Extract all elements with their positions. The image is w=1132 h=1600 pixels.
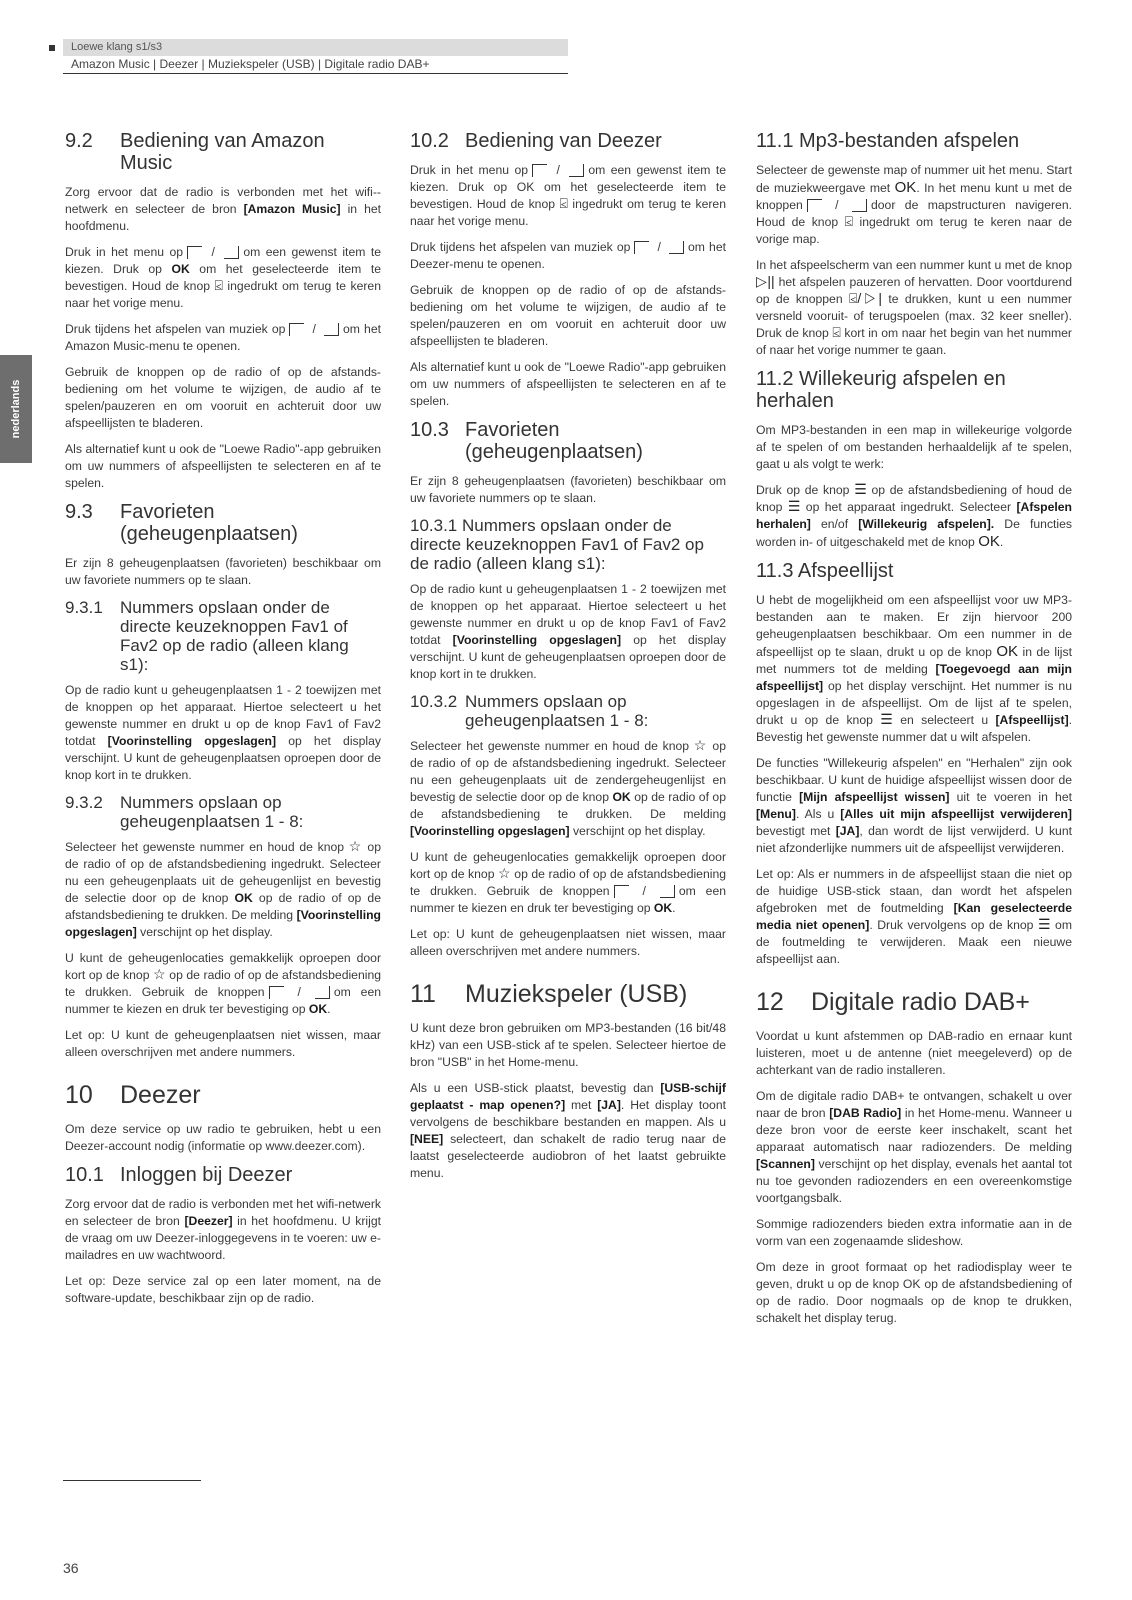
star-icon: ☆ bbox=[498, 865, 511, 881]
down-button-icon bbox=[852, 199, 867, 212]
paragraph: Zorg ervoor dat de radio is verbonden met het wifi-netwerk en selecteer de bron [Deezer] in het hoofdmenu. U krijgt de vraag om uw Deezer-inloggegevens in te voeren: uw e-mailadres en uw wachtwoord. bbox=[65, 1197, 381, 1262]
heading-10-1: 10.1 Inloggen bij Deezer bbox=[65, 1164, 293, 1186]
paragraph: Druk op de knop ☰ op de afstandsbediening of houd de knop ☰ op het apparaat ingedrukt. Selecteer [Afspelen herhalen] en/of [Willekeurig afspelen]. De functies worden in- of uitgeschakeld met de knop OK. bbox=[756, 481, 1072, 550]
menu-icon: ☰ bbox=[880, 711, 893, 727]
paragraph: Let op: Deze service zal op een later moment, na de software-update, beschikbaar zijn op de radio. bbox=[65, 1274, 381, 1305]
paragraph: Let op: U kunt de geheugenplaatsen niet wissen, maar alleen overschrijven met andere nummers. bbox=[410, 927, 726, 958]
paragraph: Om deze service op uw radio te gebruiken, hebt u een Deezer-account nodig (informatie op www.deezer.com). bbox=[65, 1122, 381, 1153]
play-pause-icon: ▷|| bbox=[756, 273, 775, 289]
header-subtitle: Amazon Music | Deezer | Muziekspeler (USB) | Digitale radio DAB+ bbox=[63, 56, 568, 74]
column-1 bbox=[65, 130, 381, 1316]
paragraph: Druk tijdens het afspelen van muziek op / om het Amazon Music-menu te openen. bbox=[65, 322, 381, 353]
skip-icon: ⍃/▷| bbox=[848, 290, 883, 306]
up-button-icon bbox=[614, 885, 629, 898]
paragraph: Op de radio kunt u geheugenplaatsen 1 - 2 toewijzen met de knoppen op het apparaat. Hiertoe selecteert u het gewenste nummer en drukt u op de knop Fav1 of Fav2 totdat [Voorinstelling opgeslagen] op het display verschijnt. U kunt de geheugenplaatsen oproepen door de knop kort in te drukken. bbox=[65, 683, 381, 782]
heading-9-3-1: 9.3.1 Nummers opslaan onder de directe keuzeknoppen Fav1 of Fav2 op de radio (alleen klang s1): bbox=[65, 598, 349, 674]
heading-12: 12 Digitale radio DAB+ bbox=[756, 988, 1030, 1016]
paragraph: De functies "Willekeurig afspelen" en "Herhalen" zijn ook beschikbaar. U kunt de huidige afspeellijst wissen door de functie [Mijn afspeellijst wissen] uit te voeren in het [Menu]. Als u [Alles uit mijn afspeellijst verwijderen] bevestigt met [JA], dan wordt de lijst verwijderd. U kunt niet afzonderlijke nummers uit de afspeellijst verwijderen. bbox=[756, 756, 1072, 855]
heading-10-3-2: 10.3.2 Nummers opslaan op geheugenplaatsen 1 - 8: bbox=[410, 692, 649, 730]
back-icon: ⍃ bbox=[559, 195, 568, 211]
back-icon: ⍃ bbox=[844, 213, 854, 229]
paragraph: U hebt de mogelijkheid om een afspeellijst voor uw MP3-bestanden aan te maken. Er zijn hiervoor 200 geheugenplaatsen beschikbaar. Om een nummer in de afspeellijst op te slaan, drukt u op de knop OK in de lijst met nummers tot de melding [Toegevoegd aan mijn afspeellijst] op het display verschijnt. Het nummer is nu opgeslagen in de afspeellijst. Om de lijst af te spelen, drukt u op de knop ☰ en selecteert u [Afspeellijst]. Bevestig het gewenste nummer dat u wilt afspelen. bbox=[756, 593, 1073, 744]
paragraph: Let op: U kunt de geheugenplaatsen niet wissen, maar alleen overschrijven met andere nummers. bbox=[65, 1028, 381, 1059]
star-icon: ☆ bbox=[348, 838, 363, 854]
up-button-icon bbox=[634, 241, 649, 254]
heading-11-3: 11.3 Afspeellijst bbox=[756, 560, 894, 582]
heading-10: 10 Deezer bbox=[65, 1081, 201, 1109]
paragraph: Er zijn 8 geheugenplaatsen (favorieten) beschikbaar om uw favoriete nummers op te slaan. bbox=[65, 556, 381, 587]
paragraph: Druk in het menu op / om een gewenst item te kiezen. Druk op OK om het geselecteerde item te bevestigen. Houd de knop ⍃ ingedrukt om terug te keren naar het vorige menu. bbox=[65, 245, 382, 310]
paragraph: Druk in het menu op / om een gewenst item te kiezen. Druk op OK om het geselecteerde item te bevestigen. Houd de knop ⍃ ingedrukt om terug te keren naar het vorige menu. bbox=[410, 163, 726, 228]
down-button-icon bbox=[324, 323, 339, 336]
paragraph: Let op: Als er nummers in de afspeellijst staan die niet op de huidige USB-stick staan, dan wordt het afspelen afgebroken met de foutmelding [Kan geselecteerde media niet openen]. Druk vervolgens op de knop ☰ om de foutmelding te verwijderen. Maak een nieuwe afspeellijst aan. bbox=[756, 867, 1072, 966]
paragraph: U kunt de geheugenlocaties gemakkelijk oproepen door kort op de knop ☆ op de radio of op de afstandsbediening te drukken. Gebruik de knoppen / om een nummer te kiezen en druk ter bevestiging op OK. bbox=[410, 850, 726, 915]
menu-icon: ☰ bbox=[1037, 916, 1051, 932]
paragraph: In het afspeelscherm van een nummer kunt u met de knop ▷|| het afspelen pauzeren of hervatten. Door voortdurend op de knoppen ⍃/▷| te drukken, kunt u een nummer versneld vooruit- of terugspoelen (max. 32 keer sneller). Druk de knop ⍃ kort in om naar het begin van het nummer of naar het vorige nummer te gaan. bbox=[756, 258, 1072, 357]
paragraph: Als alternatief kunt u ook de "Loewe Radio"-app gebruiken om uw nummers of afspeellijsten te selecteren en af te spelen. bbox=[65, 442, 381, 490]
paragraph: Gebruik de knoppen op de radio of op de afstands-bediening om het volume te wijzigen, de audio af te spelen/pauzeren en om vooruit en achteruit door uw afspeellijsten te bladeren. bbox=[65, 365, 381, 430]
paragraph: Voordat u kunt afstemmen op DAB-radio en ernaar kunt luisteren, moet u de antenne (niet meegeleverd) op de achterkant van de radio installeren. bbox=[756, 1029, 1072, 1077]
heading-11-1: 11.1 Mp3-bestanden afspelen bbox=[756, 130, 1020, 152]
down-button-icon bbox=[669, 241, 684, 254]
column-3 bbox=[756, 130, 1072, 1336]
star-icon: ☆ bbox=[153, 966, 166, 982]
footnote-rule bbox=[63, 1480, 201, 1481]
column-2 bbox=[410, 130, 726, 1191]
header-title: Loewe klang s1/s3 bbox=[63, 39, 568, 56]
paragraph: Als alternatief kunt u ook de "Loewe Radio"-app gebruiken om uw nummers of afspeellijsten te selecteren en af te spelen. bbox=[410, 360, 726, 408]
up-button-icon bbox=[807, 199, 822, 212]
page-header bbox=[63, 39, 568, 74]
star-icon: ☆ bbox=[693, 737, 708, 753]
paragraph: Selecteer het gewenste nummer en houd de knop ☆ op de radio of op de afstandsbediening ingedrukt. Selecteer nu een geheugenplaats uit de zendergeheugenlijst en bevestig de selectie door op de knop OK op de radio of op de afstandsbediening te drukken. De melding [Voorinstelling opgeslagen] verschijnt op het display. bbox=[410, 737, 726, 838]
heading-11: 11 Muziekspeler (USB) bbox=[410, 980, 688, 1008]
paragraph: Selecteer de gewenste map of nummer uit het menu. Start de muziekweergave met OK. In het menu kunt u met de knoppen / door de mapstructuren navigeren. Houd de knop ⍃ ingedrukt om terug te keren naar de vorige map. bbox=[756, 163, 1073, 246]
paragraph: Om deze in groot formaat op het radiodisplay weer te geven, drukt u op de knop OK op de afstandsbediening of op de radio. Door nogmaals op de knop te drukken, schakelt het display terug. bbox=[756, 1260, 1072, 1325]
paragraph: U kunt de geheugenlocaties gemakkelijk oproepen door kort op de knop ☆ op de radio of op de afstandsbediening te drukken. Gebruik de knoppen / om een nummer te kiezen en druk ter bevestiging op OK. bbox=[65, 951, 381, 1016]
menu-icon: ☰ bbox=[787, 498, 801, 514]
header-bullet-square bbox=[49, 45, 55, 51]
down-button-icon bbox=[660, 885, 675, 898]
language-label: nederlands bbox=[10, 379, 22, 439]
paragraph: Om MP3-bestanden in een map in willekeurige volgorde af te spelen of om bestanden herhaaldelijk af te spelen, gaat u als volgt te werk: bbox=[756, 423, 1072, 471]
paragraph: Om de digitale radio DAB+ te ontvangen, schakelt u over naar de bron [DAB Radio] in het Home-menu. Wanneer u deze bron voor de eerste keer inschakelt, scant het apparaat automatisch naar radiozenders. De melding [Scannen] verschijnt op het display, evenals het aantal tot nu toe gevonden radiozenders en een overeenkomstige voortgangsbalk. bbox=[756, 1089, 1073, 1205]
heading-9-3-2: 9.3.2 Nummers opslaan op geheugenplaatsen 1 - 8: bbox=[65, 793, 304, 831]
heading-9-2: 9.2 Bediening van Amazon Music bbox=[65, 130, 325, 174]
heading-10-2: 10.2 Bediening van Deezer bbox=[410, 130, 662, 152]
up-button-icon bbox=[187, 246, 202, 259]
up-button-icon bbox=[532, 164, 547, 177]
back-icon: ⍃ bbox=[214, 277, 223, 293]
heading-9-3: 9.3 Favorieten (geheugenplaatsen) bbox=[65, 501, 298, 545]
down-button-icon bbox=[315, 986, 330, 999]
paragraph: Er zijn 8 geheugenplaatsen (favorieten) beschikbaar om uw favoriete nummers op te slaan. bbox=[410, 474, 726, 505]
page-number: 36 bbox=[63, 1560, 79, 1576]
menu-icon: ☰ bbox=[854, 481, 867, 497]
down-button-icon bbox=[569, 164, 584, 177]
paragraph: Sommige radiozenders bieden extra informatie aan in de vorm van een zogenaamde slideshow. bbox=[756, 1217, 1072, 1248]
paragraph: U kunt deze bron gebruiken om MP3-bestanden (16 bit/48 kHz) van een USB-stick af te spelen. Selecteer hiertoe de bron "USB" in het Home-menu. bbox=[410, 1021, 726, 1069]
up-button-icon bbox=[269, 986, 284, 999]
heading-10-3-1: 10.3.1 Nummers opslaan onder de directe keuzeknoppen Fav1 of Fav2 op de radio (alleen klang s1): bbox=[410, 516, 704, 573]
paragraph: Gebruik de knoppen op de radio of op de afstands-bediening om het volume te wijzigen, de audio af te spelen/pauzeren en om vooruit en achteruit door uw afspeellijsten te bladeren. bbox=[410, 283, 726, 348]
down-button-icon bbox=[224, 246, 239, 259]
paragraph: Selecteer het gewenste nummer en houd de knop ☆ op de radio of op de afstandsbediening ingedrukt. Selecteer nu een geheugenplaats uit de geheugenlijst en bevestig de selectie door op de knop OK op de radio of op de afstandsbediening te drukken. De melding [Voorinstelling opgeslagen] verschijnt op het display. bbox=[65, 838, 381, 939]
back-icon: ⍃ bbox=[832, 324, 841, 340]
language-side-tab bbox=[0, 355, 32, 463]
paragraph: Druk tijdens het afspelen van muziek op / om het Deezer-menu te openen. bbox=[410, 240, 726, 271]
heading-10-3: 10.3 Favorieten (geheugenplaatsen) bbox=[410, 419, 643, 463]
heading-11-2: 11.2 Willekeurig afspelen en herhalen bbox=[756, 368, 1006, 412]
paragraph: Op de radio kunt u geheugenplaatsen 1 - 2 toewijzen met de knoppen op het apparaat. Hiertoe selecteert u het gewenste nummer en drukt u op de knop Fav1 of Fav2 totdat [Voorinstelling opgeslagen] op het display verschijnt. U kunt de geheugenplaatsen oproepen door de knop kort in te drukken. bbox=[410, 582, 726, 681]
up-button-icon bbox=[289, 323, 304, 336]
paragraph: Als u een USB-stick plaatst, bevestig dan [USB-schijf geplaatst - map openen?] met [JA]. Het display toont vervolgens de beschikbare bestanden en mappen. Als u [NEE] selecteert, dan schakelt de radio terug naar de laatst geselecteerde audiobron of het laatst gebruikte menu. bbox=[410, 1081, 726, 1180]
paragraph: Zorg ervoor dat de radio is verbonden met het wifi--netwerk en selecteer de bron [Amazon Music] in het hoofdmenu. bbox=[65, 185, 382, 233]
